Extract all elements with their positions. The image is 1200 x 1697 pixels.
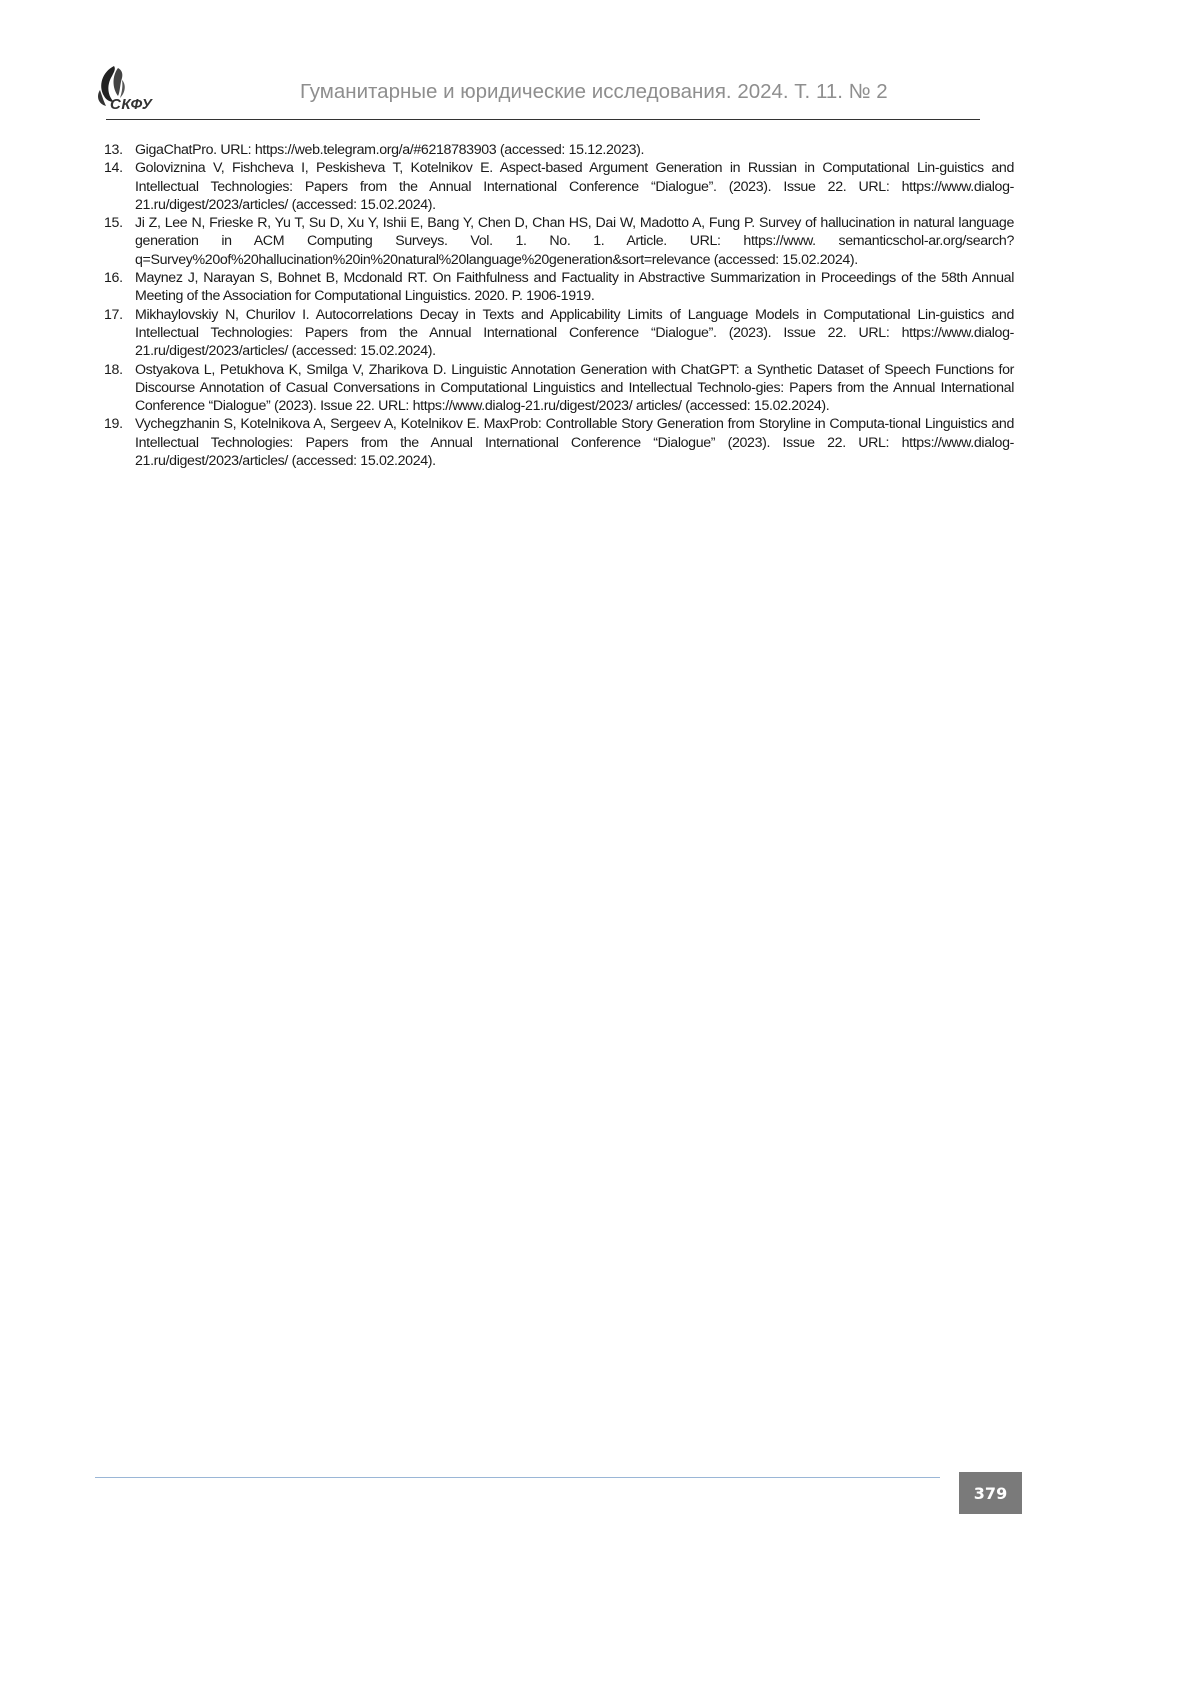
- reference-text: Ji Z, Lee N, Frieske R, Yu T, Su D, Xu Y, Ishii E, Bang Y, Chen D, Chan HS, Dai W, Madotto A, Fung P. Survey of hallucination in natural language generation in ACM Computing Surveys. Vol. 1. No. 1. Article. URL: https://www. semanticschol-ar.org/search?q=Survey%20of%20hallucination%20in%20natural%20language%20generation&sort=relevance (accessed: 15.02.2024).: [135, 215, 1014, 268]
- reference-item: [104, 269, 1014, 306]
- reference-number: 16.: [104, 270, 123, 287]
- reference-text: Vychegzhanin S, Kotelnikova A, Sergeev A, Kotelnikov E. MaxProb: Controllable Story Generation from Storyline in Computa-tional Linguistics and Intellectual Technologies: Papers from the Annual International Conference “Dialogue” (2023). Issue 22. URL: https://www.dialog-21.ru/digest/2023/articles/ (accessed: 15.02.2024).: [135, 416, 1014, 470]
- journal-title: Гуманитарные и юридические исследования. 2024. Т. 11. № 2: [300, 80, 888, 103]
- header-divider: [106, 119, 980, 120]
- reference-number: 15.: [104, 215, 123, 232]
- reference-text: GigaChatPro. URL: https://web.telegram.org/a/#6218783903 (accessed: 15.12.2023).: [135, 142, 645, 158]
- reference-number: 17.: [104, 306, 123, 323]
- logo-text: СКФУ: [110, 96, 153, 113]
- reference-list: [104, 141, 1014, 470]
- reference-text: Ostyakova L, Petukhova K, Smilga V, Zharikova D. Linguistic Annotation Generation with ChatGPT: a Synthetic Dataset of Speech Functions for Discourse Annotation of Casual Conversations in Computational Linguistics and Intellectual Technolo-gies: Papers from the Annual International Conference “Dialogue” (2023). Issue 22. URL: https://www.dialog-21.ru/digest/2023/ articles/ (accessed: 15.02.2024).: [135, 361, 1014, 415]
- reference-item: [104, 361, 1014, 416]
- reference-item: [104, 141, 1014, 159]
- footer-divider: [95, 1477, 940, 1478]
- university-logo: [92, 62, 166, 118]
- reference-text: Maynez J, Narayan S, Bohnet B, Mcdonald RT. On Faithfulness and Factuality in Abstractive Summarization in Proceedings of the 58th Annual Meeting of the Association for Computational Linguistics. 2020. P. 1906-1919.: [135, 270, 1014, 305]
- reference-item: [104, 306, 1014, 361]
- reference-item: [104, 415, 1014, 470]
- reference-item: [104, 214, 1014, 269]
- reference-text: Goloviznina V, Fishcheva I, Peskisheva T, Kotelnikov E. Aspect-based Argument Generation in Russian in Computational Lin-guistics and Intellectual Technologies: Papers from the Annual International Conference “Dialogue”. (2023). Issue 22. URL: https://www.dialog-21.ru/digest/2023/articles/ (accessed: 15.02.2024).: [135, 160, 1014, 213]
- reference-number: 19.: [104, 416, 123, 433]
- reference-text: Mikhaylovskiy N, Churilov I. Autocorrelations Decay in Texts and Applicability Limits of Language Models in Computational Lin-guistics and Intellectual Technologies: Papers from the Annual International Conference “Dialogue”. (2023). Issue 22. URL: https://www.dialog-21.ru/digest/2023/articles/ (accessed: 15.02.2024).: [135, 306, 1014, 360]
- reference-item: [104, 159, 1014, 214]
- page-number: 379: [959, 1472, 1022, 1514]
- reference-number: 13.: [104, 142, 123, 158]
- reference-number: 14.: [104, 160, 123, 177]
- reference-number: 18.: [104, 361, 123, 378]
